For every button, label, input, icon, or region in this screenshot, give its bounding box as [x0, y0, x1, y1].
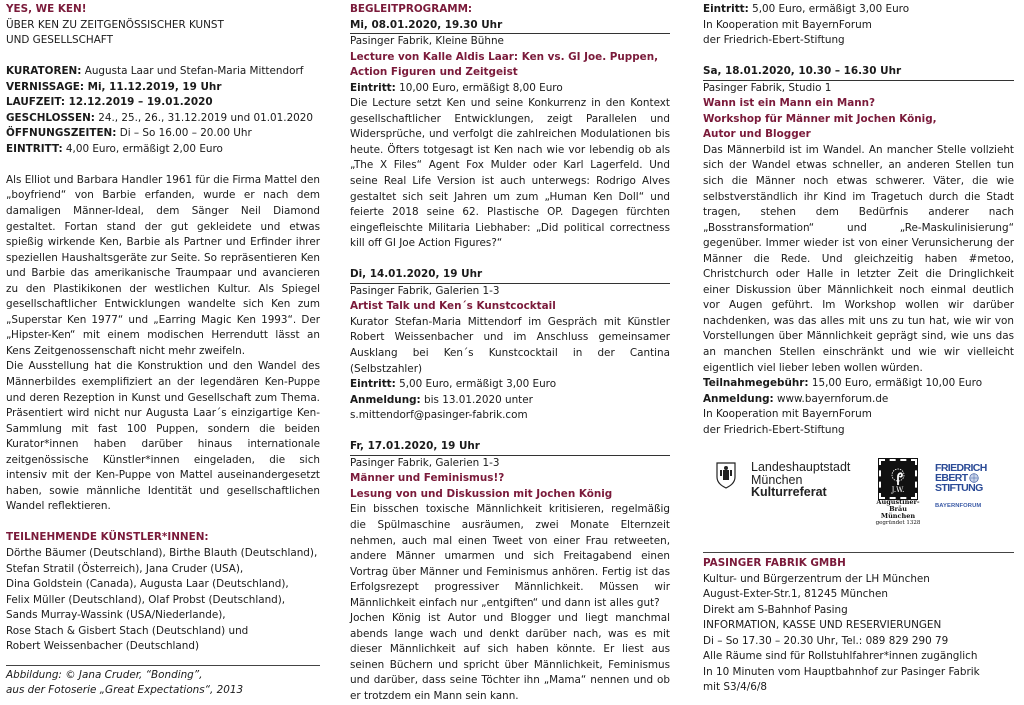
artist-line: Sands Murray-Wassink (USA/Niederlande),	[6, 609, 226, 622]
intro-paragraph: Als Elliot und Barbara Handler 1961 für die Firma Mattel den „boyfriend“ von Barbie erfanden, wurde er nach dem damaligen Männer-Ideal, dem Sänger Neil Diamond gestaltet. Fortan stand der gut gekleidete und etwas spießig wirkende Ken, Barbie als Partner und Erfinder ihrer speziellen Haushaltsgeräte zur Seite. So repräsentieren Ken und Barbie das amerikanische Traumpaar und avancieren zu den Plastikikonen der westlichen Kultur. Als Spiegel gesellschaftlicher Entwicklungen wandelte sich Ken zum „Superstar Ken 1977“ und „Earring Magic Ken 1993“. Der „Hipster-Ken“ mit einem modischen Herrendutt lässt an Kens Zeitgenossenschaft nicht mehr zweifeln.	[6, 173, 320, 357]
organizer-line: INFORMATION, KASSE UND RESERVIERUNGEN	[703, 619, 942, 632]
column-program	[350, 2, 670, 705]
event-registration: Anmeldung: www.bayernforum.de	[703, 392, 889, 405]
artists-list	[6, 546, 320, 655]
exhibition-subtitle-line: UND GESELLSCHAFT	[6, 34, 113, 47]
logo-friedrich-ebert-stiftung	[935, 463, 1015, 515]
fact-admission: EINTRITT: 4,00 Euro, ermäßigt 2,00 Euro	[6, 142, 223, 155]
divider	[703, 552, 1014, 553]
logo-kulturreferat	[715, 461, 850, 499]
logo-text: BAYERNFORUM	[935, 503, 982, 509]
organizer-line: Kultur- und Bürgerzentrum der LH München	[703, 572, 930, 585]
artist-line: Robert Weissenbacher (Deutschland)	[6, 640, 200, 653]
event-venue: Pasinger Fabrik, Studio 1	[703, 81, 832, 94]
facts-list	[6, 64, 320, 157]
event-description: Das Männerbild ist im Wandel. An mancher Stelle vollzieht sich der Wandel etwas schneller, an anderen Stellen tun sich die Männer noch etwas schwerer. Väter, die wie selbstverständlich ihr Kind im Tragetuch durch die Stadt tragen, stehen dem Bedürfnis anderer nach „Bosstransformation“ und „Re-Maskulinisierung“ gegenüber. Immer wieder ist von einer Verunsicherung der Männer die Rede. Und gleichzeitig haben #metoo, Christchurch oder Halle in letzter Zeit die Dringlichkeit einer Diskussion über Männlichkeit noch einmal deutlich vor Augen geführt. Im Workshop wollen wir darüber nachdenken, was das alles mit uns zu tun hat, wie wir von Vorstellungen über Männlichkeit geprägt sind, wie uns das an manchen Stellen einschränkt und wie wir vielleicht eigentlich viel lieber leben wollen würden.	[703, 143, 1014, 374]
event-description: Kurator Stefan-Maria Mittendorf im Gespräch mit Künstler Robert Weissenbacher und im Anschluss gemeinsamer Ausklang bei Ken´s Kunstcocktail in der Cantina (Selbstzahler)	[350, 315, 670, 375]
artist-line: Dörthe Bäumer (Deutschland), Birthe Blauth (Deutschland),	[6, 547, 318, 559]
event-venue: Pasinger Fabrik, Kleine Bühne	[350, 35, 504, 48]
logo-text: STIFTUNG	[935, 482, 983, 494]
event-subtitle: Lesung von und Diskussion mit Jochen König	[350, 487, 613, 500]
event-admission: Eintritt: 10,00 Euro, ermäßigt 8,00 Euro	[350, 81, 563, 94]
event-venue: Pasinger Fabrik, Galerien 1-3	[350, 456, 500, 469]
exhibition-subtitle-line: ÜBER KEN ZU ZEITGENÖSSISCHER KUNST	[6, 18, 224, 31]
event-subtitle: Autor und Blogger	[703, 128, 811, 141]
artist-line: Rose Stach & Gisbert Stach (Deutschland) und	[6, 624, 249, 637]
artist-line: Felix Müller (Deutschland), Olaf Probst (Deutschland),	[6, 593, 286, 606]
fact-opening-hours: ÖFFNUNGSZEITEN: Di – So 16.00 – 20.00 Uhr	[6, 127, 252, 140]
cooperation-line: In Kooperation mit BayernForum	[703, 408, 872, 421]
fact-closed: GESCHLOSSEN: 24., 25., 26., 31.12.2019 und 01.01.2020	[6, 111, 314, 124]
logo-text: München	[751, 472, 803, 487]
logo-text: Augustiner-	[876, 498, 920, 506]
crozier-icon	[889, 468, 907, 486]
artists-heading: TEILNEHMENDE KÜNSTLER*INNEN:	[6, 531, 209, 544]
event-title: Männer und Feminismus!?	[350, 472, 505, 485]
program-heading: BEGLEITPROGRAMM:	[350, 3, 473, 15]
logo-text: FRIEDRICH	[935, 462, 987, 474]
column-exhibition	[6, 2, 320, 699]
augustiner-monogram: J.W.	[891, 486, 905, 494]
event-date: Sa, 18.01.2020, 10.30 – 16.30 Uhr	[703, 64, 1014, 81]
logo-text: Landeshauptstadt	[751, 460, 851, 474]
organizer-hours-phone: Di – So 17.30 – 20.30 Uhr, Tel.: 089 829 290 79	[703, 634, 949, 647]
event-date: Mi, 08.01.2020, 19.30 Uhr	[350, 18, 670, 35]
munich-coat-of-arms-icon	[715, 461, 737, 489]
fact-curators: KURATOREN: Augusta Laar und Stefan-Maria Mittendorf	[6, 65, 304, 78]
sponsor-logos	[703, 455, 1014, 543]
logo-text: EBERT	[935, 472, 968, 484]
organizer-line: Alle Räume sind für Rollstuhlfahrer*innen zugänglich	[703, 650, 978, 663]
logo-augustiner	[875, 459, 921, 527]
divider	[6, 665, 320, 666]
event-admission: Eintritt: 5,00 Euro, ermäßigt 3,00 Euro	[703, 3, 910, 15]
event-date: Di, 14.01.2020, 19 Uhr	[350, 267, 670, 284]
organizer-line: mit S3/4/6/8	[703, 681, 767, 694]
exhibition-paragraph: Die Ausstellung hat die Konstruktion und den Wandel des Männerbildes exemplifiziert an der legendären Ken-Puppe und deren Rezeption in Kunst und Gesellschaft zum Thema. Präsentiert wird nicht nur Augusta Laar´s einzigartige Ken-Sammlung mit fast 100 Puppen, sondern die beiden Kurator*innen haben darüber hinaus internationale zeitgenössische Künstler*innen eingeladen, die sich intensiv mit der Ken-Puppe von Mattel auseinandergesetzt haben, sowie männliche Identität und gesellschaftlichen Wandel reflektieren.	[6, 360, 320, 513]
exhibition-title: YES, WE KEN!	[6, 3, 87, 15]
registration-email-link[interactable]: s.mittendorf@pasinger-fabrik.com	[350, 409, 528, 422]
organizer-heading: PASINGER FABRIK GMBH	[703, 557, 846, 569]
image-caption-line: Abbildung: © Jana Cruder, “Bonding”,	[6, 668, 203, 681]
event-subtitle: Workshop für Männer mit Jochen König,	[703, 112, 937, 125]
event-title: Wann ist ein Mann ein Mann?	[703, 97, 876, 110]
event-title: Artist Talk und Ken´s Kunstcocktail	[350, 300, 556, 313]
event-description: Jochen König ist Autor und Blogger und liegt manchmal abends lange wach und denkt darüber nach, was es mit dieser Männlichkeit auf sich haben könnte. Er liest aus seinen Büchern und spricht über Männlichkeit, Feminismus und darüber, dass seine Töchter ihn „Mama“ nennen und ob er trotzdem ein Mann sein kann.	[350, 612, 670, 702]
logo-text-bold: Kulturreferat	[751, 485, 827, 499]
cooperation-line: der Friedrich-Ebert-Stiftung	[703, 423, 845, 436]
organizer-line: In 10 Minuten vom Hauptbahnhof zur Pasinger Fabrik	[703, 665, 980, 678]
cooperation-line: In Kooperation mit BayernForum	[703, 18, 872, 31]
fact-vernissage: VERNISSAGE: Mi, 11.12.2019, 19 Uhr	[6, 80, 222, 93]
organizer-address: August-Exter-Str.1, 81245 München	[703, 588, 888, 601]
event-venue: Pasinger Fabrik, Galerien 1-3	[350, 284, 500, 297]
registration-website-link[interactable]: www.bayernforum.de	[773, 392, 889, 405]
event-title: Lecture von Kalle Aldis Laar: Ken vs. GI Joe. Puppen, Action Figuren und Zeitgeist	[350, 50, 659, 79]
event-fee: Teilnahmegebühr: 15,00 Euro, ermäßigt 10,00 Euro	[703, 377, 983, 390]
event-date: Fr, 17.01.2020, 19 Uhr	[350, 439, 670, 456]
event-registration: Anmeldung: bis 13.01.2020 unter	[350, 393, 533, 406]
cooperation-line: der Friedrich-Ebert-Stiftung	[703, 34, 845, 47]
artist-line: Dina Goldstein (Canada), Augusta Laar (Deutschland),	[6, 578, 289, 591]
logo-text: Bräu München	[880, 505, 916, 520]
logo-text: gegründet 1328	[875, 520, 921, 526]
artist-line: Stefan Stratil (Österreich), Jana Cruder (USA),	[6, 562, 244, 575]
event-description: Ein bisschen toxische Männlichkeit kritisieren, regelmäßig die Spülmaschine ausräumen, zwei Monate Elternzeit nehmen, auch mal einen Tweet von einer Frau retweeten, andere Männer umarmen und sich Freitagabend einen Vortrag über Männer und Feminismus anhören. Fertig ist das Erfolgsrezept progressiver Männlichkeit. Müssen wir Männlichkeit einfach nur „entgiften“ und dann ist alles gut?	[350, 503, 670, 609]
event-description: Die Lecture setzt Ken und seine Konkurrenz in den Kontext gesellschaftlicher Entwicklungen, zeigt Parallelen und Widersprüche, und verfolgt die zahlreichen Modulationen bis heute. Öfters totgesagt ist Ken nach wie vor lebendig ob als „The X Files“ Agent Fox Mulder oder Karl Lagerfeld. Und seine Real Life Version ist auch unterwegs: Rodrigo Alves gestaltet sich seit Jahren um zum „Human Ken Doll“ und feierte 2018 seine 62. Plastische OP. Dagegen fürchten eingefleischte Militaria Liebhaber: „Did political correctness kill off GI Joe Action Figures?“	[350, 97, 670, 250]
image-caption-line: aus der Fotoserie „Great Expectations“, 2013	[6, 684, 244, 697]
fact-laufzeit: LAUFZEIT: 12.12.2019 – 19.01.2020	[6, 96, 213, 109]
organizer-info	[703, 552, 1014, 696]
organizer-line: Direkt am S-Bahnhof Pasing	[703, 603, 848, 616]
column-program-continued	[703, 2, 1014, 438]
event-admission: Eintritt: 5,00 Euro, ermäßigt 3,00 Euro	[350, 378, 557, 391]
